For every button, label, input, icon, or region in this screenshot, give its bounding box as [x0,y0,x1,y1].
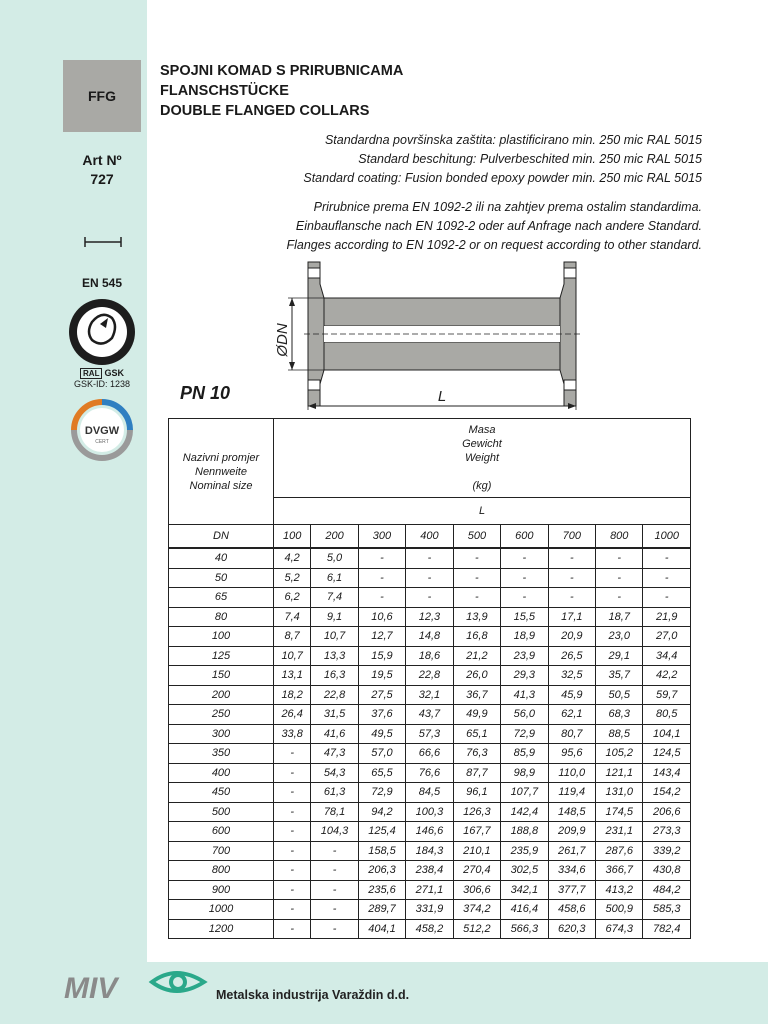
dn-cell: 500 [169,802,274,822]
weight-cell: 65,5 [358,763,405,783]
weight-cell: - [274,900,311,920]
dn-cell: 200 [169,685,274,705]
weight-cell: 76,3 [453,744,500,764]
weight-cell: - [406,568,453,588]
weight-cell: 41,6 [311,724,358,744]
weight-cell: - [643,568,691,588]
nominal-en: Nominal size [189,479,253,492]
nominal-de: Nennweite [195,465,247,478]
dn-cell: 300 [169,724,274,744]
product-code: FFG [88,88,116,104]
table-row [169,822,691,842]
weight-cell: 10,6 [358,607,405,627]
weight-cell: 484,2 [643,880,691,900]
weight-cell: 210,1 [453,841,500,861]
weight-cell: 33,8 [274,724,311,744]
table-row [169,861,691,881]
weight-cell: - [358,568,405,588]
weight-cell: - [453,548,500,568]
weight-cell: 10,7 [311,627,358,647]
weight-cell: 8,7 [274,627,311,647]
weight-cell: 20,9 [548,627,595,647]
dn-cell: 100 [169,627,274,647]
weight-cell: 302,5 [501,861,548,881]
article-label: Art Nº [82,152,122,168]
weight-cell: 18,9 [501,627,548,647]
weight-cell: 271,1 [406,880,453,900]
weight-cell: 366,7 [596,861,643,881]
weight-cell: - [274,880,311,900]
weight-cell: 49,5 [358,724,405,744]
weight-cell: 131,0 [596,783,643,803]
weight-cell: 27,0 [643,627,691,647]
length-col-header: 500 [453,525,500,549]
weight-cell: 339,2 [643,841,691,861]
weight-cell: 15,9 [358,646,405,666]
title-hr: SPOJNI KOMAD S PRIRUBNICAMA [160,63,404,79]
table-row [169,763,691,783]
dn-cell: 400 [169,763,274,783]
table-row [169,666,691,686]
weight-cell: - [311,919,358,939]
dn-dimension-label: ØDN [274,323,291,357]
weight-cell: 95,6 [548,744,595,764]
mass-en: Weight [464,452,500,464]
weight-cell: - [501,588,548,608]
gsk-id: GSK-ID: 1238 [73,379,131,389]
weight-cell: 121,1 [596,763,643,783]
flanges-text [286,198,702,255]
dvgw-text: DVGW [84,425,120,437]
weight-cell: 50,5 [596,685,643,705]
length-col-header: 200 [311,525,358,549]
weight-cell: 174,5 [596,802,643,822]
weight-cell: 9,1 [311,607,358,627]
weight-cell: 49,9 [453,705,500,725]
table-row [169,548,691,568]
ral-label: RAL [80,368,102,379]
dn-cell: 80 [169,607,274,627]
weight-cell: 125,4 [358,822,405,842]
weight-cell: 16,3 [311,666,358,686]
dn-header: DN [169,525,274,549]
weight-cell: 80,5 [643,705,691,725]
weight-cell: - [311,841,358,861]
weight-cell: 14,8 [406,627,453,647]
weight-cell: 62,1 [548,705,595,725]
weight-cell: 104,1 [643,724,691,744]
weight-cell: 76,6 [406,763,453,783]
table-row [169,900,691,920]
weight-cell: 261,7 [548,841,595,861]
weight-cell: 13,1 [274,666,311,686]
length-col-header: 600 [501,525,548,549]
article-number: 727 [90,171,114,187]
weight-cell: 43,7 [406,705,453,725]
weight-cell: 126,3 [453,802,500,822]
weight-cell: 334,6 [548,861,595,881]
weight-cell: - [311,880,358,900]
weight-cell: 32,5 [548,666,595,686]
coating-hr: Standardna površinska zaštita: plastificirano min. 250 mic RAL 5015 [324,133,702,147]
weight-cell: 87,7 [453,763,500,783]
weight-cell: 674,3 [596,919,643,939]
miv-logo-text: MIV [64,972,118,1002]
weight-cell: 26,4 [274,705,311,725]
weight-cell: 98,9 [501,763,548,783]
weight-cell: - [274,822,311,842]
weight-cell: 235,6 [358,880,405,900]
weight-cell: 342,1 [501,880,548,900]
weight-cell: 209,9 [548,822,595,842]
weight-cell: 188,8 [501,822,548,842]
dn-cell: 150 [169,666,274,686]
weight-cell: 41,3 [501,685,548,705]
weight-cell: 235,9 [501,841,548,861]
coating-de: Standard beschitung: Pulverbeschited min. 250 mic RAL 5015 [358,152,702,166]
weight-cell: 18,7 [596,607,643,627]
weight-cell: 404,1 [358,919,405,939]
nominal-hr: Nazivni promjer [182,451,260,464]
table-row [169,705,691,725]
weight-cell: - [548,588,595,608]
weight-cell: 19,5 [358,666,405,686]
weight-cell: 154,2 [643,783,691,803]
gsk-quality-seal-icon [66,296,138,368]
weight-cell: - [406,548,453,568]
weight-cell: - [311,900,358,920]
weight-cell: 12,3 [406,607,453,627]
product-titles [160,61,403,121]
title-en: DOUBLE FLANGED COLLARS [160,103,370,119]
weight-cell: 620,3 [548,919,595,939]
weight-cell: 238,4 [406,861,453,881]
weight-cell: 6,2 [274,588,311,608]
weight-cell: 56,0 [501,705,548,725]
weight-cell: 21,9 [643,607,691,627]
weight-cell: 72,9 [501,724,548,744]
weight-cell: - [406,588,453,608]
weight-cell: 36,7 [453,685,500,705]
mass-hr: Masa [468,424,496,436]
weight-cell: 23,0 [596,627,643,647]
weight-cell: - [643,588,691,608]
flanges-de: Einbauflansche nach EN 1092-2 oder auf Anfrage nach andere Standard. [295,219,702,233]
weight-cell: 37,6 [358,705,405,725]
weight-cell: 13,3 [311,646,358,666]
weight-cell: 7,4 [311,588,358,608]
weight-cell: - [274,763,311,783]
table-row [169,568,691,588]
weight-cell: 500,9 [596,900,643,920]
length-col-header: 400 [406,525,453,549]
weight-cell: 27,5 [358,685,405,705]
dn-cell: 800 [169,861,274,881]
l-dimension-label: L [437,388,447,405]
table-row [169,685,691,705]
weight-cell: 377,7 [548,880,595,900]
weight-cell: 34,4 [643,646,691,666]
weight-cell: 26,5 [548,646,595,666]
weight-cell: 331,9 [406,900,453,920]
weight-cell: - [453,588,500,608]
dn-cell: 125 [169,646,274,666]
product-code-box [63,60,141,132]
weight-cell: - [274,783,311,803]
weight-cell: 84,5 [406,783,453,803]
weight-cell: 94,2 [358,802,405,822]
coating-text [303,131,702,188]
dn-cell: 250 [169,705,274,725]
table-row [169,919,691,939]
weight-cell: 85,9 [501,744,548,764]
weight-cell: 45,9 [548,685,595,705]
article-number-box [63,134,141,206]
weight-cell: 184,3 [406,841,453,861]
weight-cell: - [358,548,405,568]
weight-cell: 110,0 [548,763,595,783]
weight-cell: 430,8 [643,861,691,881]
length-col-header: 300 [358,525,405,549]
weight-cell: 54,3 [311,763,358,783]
weight-cell: 512,2 [453,919,500,939]
table-row [169,646,691,666]
weight-cell: 167,7 [453,822,500,842]
weight-cell: - [274,802,311,822]
dn-cell: 900 [169,880,274,900]
weight-cell: 78,1 [311,802,358,822]
table-row [169,802,691,822]
weight-cell: 61,3 [311,783,358,803]
weight-cell: 15,5 [501,607,548,627]
weight-cell: 26,0 [453,666,500,686]
flanges-hr: Prirubnice prema EN 1092-2 ili na zahtjev prema ostalim standardima. [313,200,702,214]
gsk-label: GSK [104,368,124,378]
weight-cell: 782,4 [643,919,691,939]
collar-technical-drawing [268,254,604,414]
pressure-nominal: PN 10 [180,383,231,403]
dvgw-cert-icon [70,398,134,462]
mass-header [274,419,691,498]
dn-cell: 700 [169,841,274,861]
weight-cell: - [643,548,691,568]
weight-cell: - [596,568,643,588]
weight-cell: 100,3 [406,802,453,822]
eye-logo-icon [152,973,204,991]
weight-cell: - [501,548,548,568]
weight-cell: 66,6 [406,744,453,764]
weight-cell: 47,3 [311,744,358,764]
weight-cell: 57,0 [358,744,405,764]
weight-cell: 124,5 [643,744,691,764]
weight-cell: 6,1 [311,568,358,588]
dn-cell: 40 [169,548,274,568]
company-name: Metalska industrija Varaždin d.d. [216,988,410,1002]
miv-logo [64,968,214,1002]
weight-cell: 416,4 [501,900,548,920]
coating-en: Standard coating: Fusion bonded epoxy powder min. 250 mic RAL 5015 [303,171,702,185]
weight-cell: 142,4 [501,802,548,822]
weight-cell: 96,1 [453,783,500,803]
weight-cell: 18,6 [406,646,453,666]
dn-cell: 350 [169,744,274,764]
weight-cell: 88,5 [596,724,643,744]
mass-de: Gewicht [462,438,502,450]
weight-cell: 35,7 [596,666,643,686]
weight-cell: 206,6 [643,802,691,822]
weight-cell: 21,2 [453,646,500,666]
table-row [169,841,691,861]
weight-cell: 80,7 [548,724,595,744]
dvgw-sub-text: CERT [95,439,109,445]
weight-cell: - [596,548,643,568]
length-values-row [169,525,691,549]
dn-cell: 50 [169,568,274,588]
weight-cell: - [274,919,311,939]
weight-cell: 4,2 [274,548,311,568]
weight-cell: - [548,548,595,568]
weight-cell: - [274,841,311,861]
table-row [169,744,691,764]
dn-cell: 600 [169,822,274,842]
weight-cell: 119,4 [548,783,595,803]
weight-cell: 13,9 [453,607,500,627]
weight-cell: 10,7 [274,646,311,666]
weight-cell: 585,3 [643,900,691,920]
weight-cell: 72,9 [358,783,405,803]
length-col-header: 100 [274,525,311,549]
length-dimension-icon [84,235,122,249]
en545-label: EN 545 [81,276,123,290]
weight-cell: 57,3 [406,724,453,744]
weight-cell: 306,6 [453,880,500,900]
weight-cell: 7,4 [274,607,311,627]
ral-gsk-label [66,368,138,378]
length-col-header: 700 [548,525,595,549]
weight-cell: 42,2 [643,666,691,686]
weight-cell: - [274,861,311,881]
weight-cell: - [548,568,595,588]
length-col-header: 1000 [643,525,691,549]
table-row [169,588,691,608]
weight-cell: 59,7 [643,685,691,705]
table-row [169,783,691,803]
weight-cell: 12,7 [358,627,405,647]
weight-cell: 5,2 [274,568,311,588]
weight-cell: 413,2 [596,880,643,900]
weight-cell: 65,1 [453,724,500,744]
weight-cell: - [274,744,311,764]
weight-cell: 104,3 [311,822,358,842]
weight-cell: 68,3 [596,705,643,725]
weight-cell: 146,6 [406,822,453,842]
weight-cell: - [596,588,643,608]
table-row [169,724,691,744]
weight-cell: 29,1 [596,646,643,666]
table-row [169,627,691,647]
weight-cell: 287,6 [596,841,643,861]
weight-cell: 458,2 [406,919,453,939]
weight-table [168,418,691,939]
weight-cell: 374,2 [453,900,500,920]
dn-cell: 1200 [169,919,274,939]
flanges-en: Flanges according to EN 1092-2 or on request according to other standard. [286,238,702,252]
weight-cell: 289,7 [358,900,405,920]
weight-cell: 32,1 [406,685,453,705]
weight-cell: 18,2 [274,685,311,705]
table-row [169,607,691,627]
mass-unit: (kg) [472,480,492,492]
nominal-size-header [169,419,274,525]
weight-cell: 231,1 [596,822,643,842]
weight-cell: 206,3 [358,861,405,881]
weight-cell: 5,0 [311,548,358,568]
weight-cell: - [358,588,405,608]
dn-cell: 65 [169,588,274,608]
weight-cell: 143,4 [643,763,691,783]
title-de: FLANSCHSTÜCKE [160,83,289,99]
length-col-header: 800 [596,525,643,549]
weight-cell: - [311,861,358,881]
weight-cell: 31,5 [311,705,358,725]
weight-cell: 17,1 [548,607,595,627]
dn-cell: 1000 [169,900,274,920]
weight-cell: 270,4 [453,861,500,881]
length-header: L [274,498,691,525]
weight-cell: 273,3 [643,822,691,842]
weight-cell: 22,8 [406,666,453,686]
weight-cell: 458,6 [548,900,595,920]
weight-cell: 22,8 [311,685,358,705]
weight-cell: - [453,568,500,588]
weight-cell: 107,7 [501,783,548,803]
dn-cell: 450 [169,783,274,803]
weight-cell: 158,5 [358,841,405,861]
weight-cell: 16,8 [453,627,500,647]
weight-cell: 29,3 [501,666,548,686]
weight-cell: 566,3 [501,919,548,939]
weight-cell: 105,2 [596,744,643,764]
table-row [169,880,691,900]
weight-cell: - [501,568,548,588]
weight-cell: 23,9 [501,646,548,666]
weight-cell: 148,5 [548,802,595,822]
